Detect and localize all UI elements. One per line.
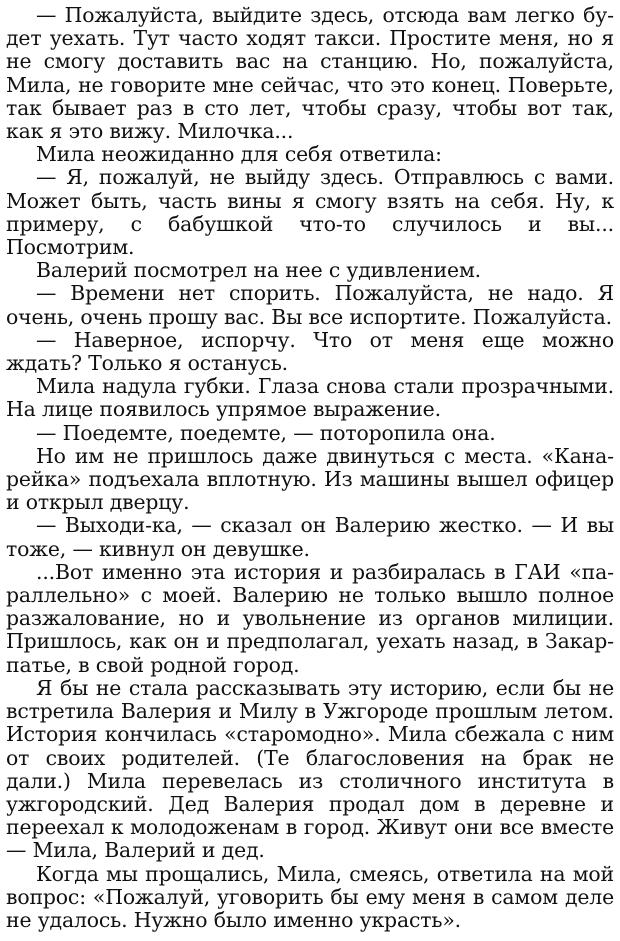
paragraph-12: Я бы не стала рассказывать эту историю, если бы не встретила Валерия и Милу в Ужгороде прошлым летом. История кончилась «старомодно». Мила сбежала с ним от своих родителей. (Те благословения на брак не дали.) Мила перевелась из столичного института в ужгородский. Дед Валерия продал дом в деревне и переехал к молодоженам в город. Живут они все вместе — Мила, Валерий и дед. xyxy=(6,675,614,863)
paragraph-4: Валерий посмотрел на нее с удивлением. xyxy=(36,258,482,283)
paragraph-11: ...Вот именно эта история и разбиралась в ГАИ «параллельно» с моей. Валерию не только вышло полное разжалование, но и увольнение из органов милиции. Пришлось, как он и предполагал, уехать назад, в Закарпатье, в свой родной город. xyxy=(6,559,614,677)
paragraph-10: — Выходи-ка, — сказал он Валерию жестко. — И вы тоже, — кивнул он девушке. xyxy=(6,513,614,561)
paragraph-9: Но им не пришлось даже двинуться с места. «Канарейка» подъехала вплотную. Из машины вышел офицер и открыл дверцу. xyxy=(6,443,614,515)
paragraph-8: — Поедемте, поедемте, — поторопила она. xyxy=(36,420,496,445)
paragraph-2: Мила неожиданно для себя ответила: xyxy=(36,142,442,167)
paragraph-3: — Я, пожалуй, не выйду здесь. Отправлюсь с вами. Может быть, часть вины я смогу взять на себя. Ну, к примеру, с бабушкой что-то случилось и вы... Посмотрим. xyxy=(6,165,614,260)
paragraph-13: Когда мы прощались, Мила, смеясь, ответила на мой вопрос: «Пожалуй, уговорить бы ему меня в самом деле не удалось. Нужно было именно украсть». xyxy=(6,861,614,932)
paragraph-7: Мила надула губки. Глаза снова стали прозрачными. На лице появилось упрямое выражение. xyxy=(6,374,614,422)
paragraph-1: — Пожалуйста, выйдите здесь, отсюда вам легко будет уехать. Тут часто ходят такси. Простите меня, но я не смогу доставить вас на станцию. Но, пожалуйста, Мила, не говорите мне сейчас, что это конец. Поверьте, так бывает раз в сто лет, чтобы сразу, чтобы вот так, как я это вижу. Милочка... xyxy=(6,3,614,144)
paragraph-6: — Наверное, испорчу. Что от меня еще можно ждать? Только я останусь. xyxy=(6,327,614,376)
paragraph-5: — Времени нет спорить. Пожалуйста, не надо. Я очень, очень прошу вас. Вы все испортите. Пожалуйста. xyxy=(6,281,614,329)
book-page xyxy=(6,4,614,932)
